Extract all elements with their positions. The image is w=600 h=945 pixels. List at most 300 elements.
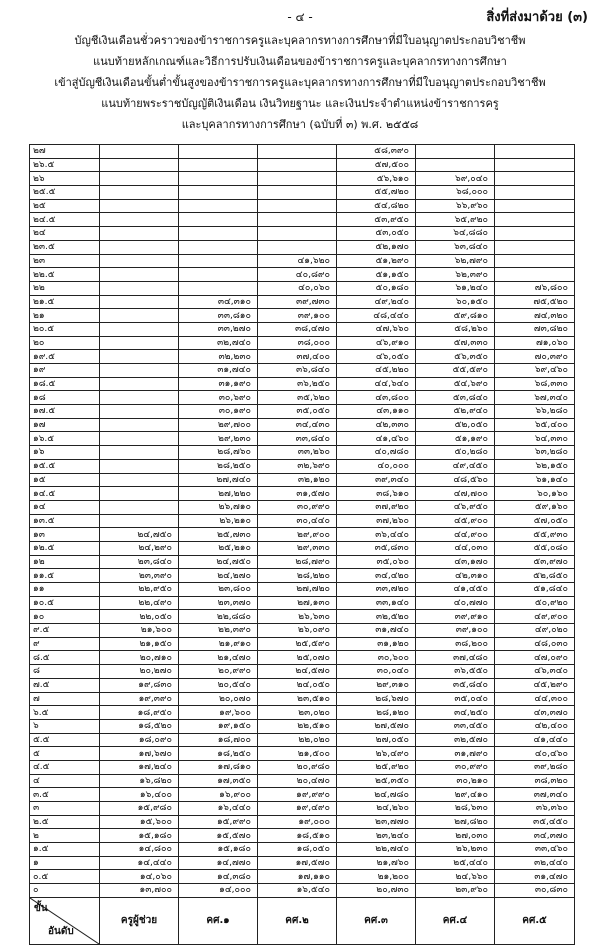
salary-cell: ๑๕,๕๗๐	[179, 829, 258, 843]
salary-cell	[100, 172, 179, 186]
salary-cell	[100, 158, 179, 172]
title-line: แนบท้ายหลักเกณฑ์และวิธีการปรับเงินเดือนของข้าราชการครูและบุคลากรทางการศึกษา	[93, 55, 507, 68]
salary-cell: ๒๗,๗๒๐	[258, 583, 337, 597]
salary-cell	[100, 350, 179, 364]
step-cell: ๒	[30, 829, 100, 843]
table-row	[30, 678, 575, 692]
step-cell: ๒๗	[30, 145, 100, 159]
salary-cell: ๖๒,๓๙๐	[416, 268, 495, 282]
salary-cell: ๒๖,๐๙๐	[258, 624, 337, 638]
salary-cell: ๖๘,๐๐๐	[416, 186, 495, 200]
salary-cell: ๓๗,๔๐๐	[258, 350, 337, 364]
salary-cell: ๖๙,๔๖๐	[495, 364, 575, 378]
salary-cell: ๔๗,๗๐๐	[416, 487, 495, 501]
step-cell: ๑๓.๕	[30, 514, 100, 528]
salary-cell: ๓๖,๓๖๐	[495, 802, 575, 816]
salary-cell: ๓๐,๙๙๐	[258, 500, 337, 514]
salary-cell: ๓๑,๔๗๐	[495, 870, 575, 884]
table-row	[30, 569, 575, 583]
salary-cell: ๑๓,๗๐๐	[100, 884, 179, 898]
step-cell: ๔	[30, 774, 100, 788]
salary-cell	[495, 213, 575, 227]
salary-cell: ๖๒,๑๕๐	[495, 459, 575, 473]
salary-cell	[495, 199, 575, 213]
salary-cell: ๑๖,๕๔๐	[258, 884, 337, 898]
salary-cell: ๓๗,๔๘๐	[416, 651, 495, 665]
salary-table-body	[30, 145, 575, 945]
table-row	[30, 418, 575, 432]
salary-cell: ๒๕,๐๗๐	[258, 651, 337, 665]
salary-cell	[258, 158, 337, 172]
salary-cell: ๑๘,๐๙๐	[100, 733, 179, 747]
salary-table	[29, 144, 575, 945]
salary-cell	[258, 186, 337, 200]
salary-cell: ๓๖,๒๕๐	[258, 377, 337, 391]
salary-cell: ๒๐,๐๗๐	[179, 692, 258, 706]
salary-cell: ๒๗,๘๒๐	[416, 815, 495, 829]
salary-cell: ๑๙,๖๐๐	[179, 706, 258, 720]
title-line: แนบท้ายพระราชบัญญัติเงินเดือน เงินวิทยฐานะ และเงินประจำตำแหน่งข้าราชการครู	[101, 97, 499, 110]
salary-cell	[100, 500, 179, 514]
salary-cell: ๒๑,๔๗๐	[179, 651, 258, 665]
salary-cell: ๕๒,๐๕๐	[416, 418, 495, 432]
salary-cell: ๕๖,๖๑๐	[337, 172, 416, 186]
salary-cell: ๔๗,๖๖๐	[337, 322, 416, 336]
column-header: คศ.๒	[258, 897, 337, 944]
salary-cell	[179, 281, 258, 295]
salary-cell: ๒๒,๘๘๐	[179, 610, 258, 624]
step-cell: ๑๑.๕	[30, 569, 100, 583]
salary-cell: ๓๙,๒๘๐	[495, 760, 575, 774]
salary-cell	[495, 254, 575, 268]
step-cell: ๘	[30, 665, 100, 679]
step-cell: ๑๒	[30, 555, 100, 569]
salary-cell: ๑๗,๖๗๐	[100, 747, 179, 761]
step-cell: ๒๓	[30, 254, 100, 268]
salary-cell: ๒๙,๙๐๐	[258, 528, 337, 542]
salary-cell	[179, 158, 258, 172]
salary-cell: ๑๖,๙๐๐	[179, 788, 258, 802]
salary-cell	[179, 254, 258, 268]
salary-cell	[495, 227, 575, 241]
table-row	[30, 158, 575, 172]
salary-cell: ๑๕,๑๘๐	[100, 829, 179, 843]
header-step-label: ขั้น	[34, 902, 48, 914]
salary-cell: ๒๐,๒๗๐	[100, 665, 179, 679]
table-row	[30, 651, 575, 665]
salary-cell	[100, 364, 179, 378]
table-row	[30, 829, 575, 843]
salary-cell: ๓๐,๙๙๐	[416, 760, 495, 774]
salary-cell	[100, 145, 179, 159]
salary-cell: ๖๗,๓๔๐	[495, 391, 575, 405]
salary-cell: ๓๙,๓๔๐	[337, 473, 416, 487]
salary-cell: ๒๘,๖๗๐	[337, 692, 416, 706]
salary-cell: ๔๖,๐๕๐	[337, 350, 416, 364]
step-cell: ๒.๕	[30, 815, 100, 829]
salary-cell	[179, 145, 258, 159]
table-row	[30, 213, 575, 227]
salary-cell: ๔๐,๐๖๐	[258, 281, 337, 295]
salary-cell: ๔๓,๑๗๐	[416, 555, 495, 569]
salary-cell: ๔๒,๓๓๐	[337, 418, 416, 432]
salary-cell: ๔๙,๐๒๐	[495, 624, 575, 638]
step-cell: ๒๔	[30, 227, 100, 241]
step-cell: ๑๖	[30, 446, 100, 460]
salary-cell	[495, 240, 575, 254]
salary-cell: ๓๓,๗๒๐	[337, 583, 416, 597]
salary-cell: ๕๕,๐๘๐	[495, 541, 575, 555]
salary-cell: ๓๓,๔๖๐	[495, 843, 575, 857]
step-cell: ๐	[30, 884, 100, 898]
salary-cell: ๓๑,๗๔๐	[179, 364, 258, 378]
salary-cell: ๖๐,๑๖๐	[495, 487, 575, 501]
salary-cell: ๓๑,๗๔๐	[337, 624, 416, 638]
salary-cell: ๔๔,๖๔๐	[337, 377, 416, 391]
column-header: คศ.๑	[179, 897, 258, 944]
step-cell: ๑๙.๕	[30, 350, 100, 364]
salary-cell	[179, 240, 258, 254]
salary-cell: ๒๒,๕๑๐	[258, 719, 337, 733]
salary-cell	[179, 186, 258, 200]
salary-cell: ๔๙,๔๕๐	[416, 459, 495, 473]
salary-cell: ๕๕,๗๒๐	[337, 186, 416, 200]
step-cell: ๒๑.๕	[30, 295, 100, 309]
salary-cell: ๑๖,๔๔๐	[179, 802, 258, 816]
table-header-row	[30, 897, 575, 944]
table-row	[30, 350, 575, 364]
salary-cell: ๓๔,๔๒๐	[337, 569, 416, 583]
table-row	[30, 815, 575, 829]
salary-cell: ๔๖,๓๔๐	[495, 665, 575, 679]
step-cell: ๑๔	[30, 500, 100, 514]
step-cell: ๑	[30, 856, 100, 870]
step-cell: ๒๔.๕	[30, 213, 100, 227]
column-header: คศ.๓	[337, 897, 416, 944]
salary-cell: ๑๗,๑๑๐	[258, 870, 337, 884]
salary-cell: ๕๑,๑๕๐	[337, 268, 416, 282]
salary-cell: ๓๗,๙๒๐	[337, 500, 416, 514]
table-row	[30, 199, 575, 213]
table-row	[30, 637, 575, 651]
table-row	[30, 870, 575, 884]
step-cell: ๗.๕	[30, 678, 100, 692]
salary-cell	[100, 446, 179, 460]
salary-cell: ๔๑,๖๒๐	[258, 254, 337, 268]
salary-cell: ๓๐,๖๙๐	[179, 391, 258, 405]
salary-cell: ๒๕,๗๓๐	[179, 528, 258, 542]
salary-cell: ๒๘,๗๖๐	[179, 446, 258, 460]
salary-cell	[100, 336, 179, 350]
salary-cell: ๗๔,๓๒๐	[495, 309, 575, 323]
salary-cell: ๑๙,๐๐๐	[258, 815, 337, 829]
step-cell: ๑๑	[30, 583, 100, 597]
salary-cell: ๓๓,๑๔๐	[337, 596, 416, 610]
salary-cell: ๓๕,๔๕๐	[495, 815, 575, 829]
salary-cell: ๒๕,๓๕๐	[337, 774, 416, 788]
table-row	[30, 514, 575, 528]
salary-cell: ๖๒,๗๙๐	[416, 254, 495, 268]
salary-cell: ๑๙,๓๙๐	[100, 692, 179, 706]
salary-cell: ๕๘,๓๙๐	[337, 145, 416, 159]
salary-cell: ๓๒,๔๔๐	[495, 856, 575, 870]
salary-cell: ๒๘,๒๕๐	[179, 459, 258, 473]
salary-cell	[258, 199, 337, 213]
salary-cell: ๒๑,๑๕๐	[100, 637, 179, 651]
salary-cell: ๓๒,๕๒๐	[337, 610, 416, 624]
salary-cell: ๑๕,๖๐๐	[100, 815, 179, 829]
salary-cell: ๖๕,๙๒๐	[416, 213, 495, 227]
step-cell: ๒๖	[30, 172, 100, 186]
salary-cell	[100, 459, 179, 473]
title-line: และบุคลากรทางการศึกษา (ฉบับที่ ๓) พ.ศ. ๒๕๕๘	[181, 118, 419, 131]
salary-cell: ๕๒,๘๕๐	[495, 569, 575, 583]
salary-cell: ๒๙,๗๐๐	[179, 418, 258, 432]
step-cell: ๒๖.๕	[30, 158, 100, 172]
salary-cell: ๑๘,๕๒๐	[100, 719, 179, 733]
salary-cell: ๒๐,๙๙๐	[179, 665, 258, 679]
table-row	[30, 706, 575, 720]
salary-cell: ๖๐,๑๕๐	[416, 295, 495, 309]
salary-cell	[179, 213, 258, 227]
salary-cell: ๓๙,๑๐๐	[416, 624, 495, 638]
salary-cell: ๒๒,๔๙๐	[100, 596, 179, 610]
salary-cell: ๓๔,๔๓๐	[258, 418, 337, 432]
salary-cell: ๓๘,๖๑๐	[337, 487, 416, 501]
salary-cell: ๒๘,๑๒๐	[337, 706, 416, 720]
salary-cell: ๒๘,๗๙๐	[258, 555, 337, 569]
salary-cell: ๒๒,๐๕๐	[100, 610, 179, 624]
salary-cell: ๒๙,๓๓๐	[258, 541, 337, 555]
salary-cell: ๕๔,๖๙๐	[416, 377, 495, 391]
salary-cell	[100, 268, 179, 282]
salary-cell: ๕๐,๑๘๐	[337, 281, 416, 295]
salary-cell: ๒๓,๘๔๐	[100, 555, 179, 569]
table-row	[30, 377, 575, 391]
salary-cell: ๒๗,๐๕๐	[337, 733, 416, 747]
salary-cell: ๔๐,๗๘๐	[337, 446, 416, 460]
salary-cell: ๕๖,๓๕๐	[416, 350, 495, 364]
salary-cell: ๓๑,๗๙๐	[416, 747, 495, 761]
salary-cell: ๕๑,๑๙๐	[416, 432, 495, 446]
salary-cell: ๒๕,๕๙๐	[258, 637, 337, 651]
salary-cell: ๒๘,๒๒๐	[258, 569, 337, 583]
salary-cell: ๔๐,๗๗๐	[416, 596, 495, 610]
salary-cell: ๒๙,๔๑๐	[416, 788, 495, 802]
salary-cell: ๒๕,๙๒๐	[337, 760, 416, 774]
step-cell: ๓.๕	[30, 788, 100, 802]
salary-cell	[100, 240, 179, 254]
salary-cell	[100, 514, 179, 528]
header-corner-cell	[30, 897, 100, 944]
step-cell: ๙.๕	[30, 624, 100, 638]
step-cell: ๑๙	[30, 364, 100, 378]
salary-cell	[495, 172, 575, 186]
salary-cell: ๒๐,๗๑๐	[100, 651, 179, 665]
salary-cell: ๕๕,๙๓๐	[495, 528, 575, 542]
salary-cell: ๒๔,๒๗๐	[179, 569, 258, 583]
salary-cell: ๒๗,๐๓๐	[416, 829, 495, 843]
salary-cell: ๕๙,๘๑๐	[416, 309, 495, 323]
salary-cell: ๖๔,๘๘๐	[416, 227, 495, 241]
step-cell: ๑๔.๕	[30, 487, 100, 501]
step-cell: ๕.๕	[30, 733, 100, 747]
salary-cell	[100, 254, 179, 268]
salary-cell: ๒๓,๘๐๐	[179, 583, 258, 597]
step-cell: ๑๒.๕	[30, 541, 100, 555]
salary-cell: ๑๔,๘๐๐	[100, 843, 179, 857]
salary-cell: ๑๙,๔๙๐	[258, 802, 337, 816]
salary-cell: ๑๗,๒๔๐	[100, 760, 179, 774]
salary-cell: ๓๖,๔๔๐	[337, 528, 416, 542]
step-cell: ๖.๕	[30, 706, 100, 720]
salary-cell: ๓๒,๕๗๐	[416, 733, 495, 747]
salary-cell	[100, 405, 179, 419]
table-row	[30, 295, 575, 309]
table-row	[30, 432, 575, 446]
step-cell: ๒๓.๕	[30, 240, 100, 254]
salary-cell: ๗๓,๘๒๐	[495, 322, 575, 336]
step-cell: ๙	[30, 637, 100, 651]
step-cell: ๑๖.๕	[30, 432, 100, 446]
table-row	[30, 172, 575, 186]
salary-cell	[100, 418, 179, 432]
table-row	[30, 555, 575, 569]
salary-cell: ๒๔,๕๗๐	[258, 665, 337, 679]
salary-cell: ๕๗,๓๓๐	[416, 336, 495, 350]
salary-cell: ๒๔,๐๕๐	[258, 678, 337, 692]
salary-cell: ๔๕,๒๒๐	[337, 364, 416, 378]
salary-cell: ๑๗,๘๑๐	[179, 760, 258, 774]
salary-cell: ๑๔,๐๖๐	[100, 870, 179, 884]
salary-cell: ๒๓,๓๗๐	[179, 596, 258, 610]
salary-cell: ๓๘,๔๗๐	[258, 322, 337, 336]
salary-cell: ๒๕,๒๑๐	[179, 541, 258, 555]
salary-cell	[100, 473, 179, 487]
table-row	[30, 774, 575, 788]
table-row	[30, 391, 575, 405]
salary-cell: ๒๖,๒๓๐	[416, 843, 495, 857]
table-row	[30, 747, 575, 761]
salary-cell: ๔๓,๓๗๐	[495, 706, 575, 720]
salary-cell: ๒๓,๒๔๐	[337, 829, 416, 843]
salary-cell: ๓๕,๘๔๐	[416, 678, 495, 692]
title-line: บัญชีเงินเดือนชั่วคราวของข้าราชการครูและบุคลากรทางการศึกษาที่มีใบอนุญาตประกอบวิชาชีพ	[74, 34, 526, 47]
salary-cell: ๒๗,๕๗๐	[337, 719, 416, 733]
salary-cell: ๓๐,๒๑๐	[416, 774, 495, 788]
salary-cell: ๔๗,๐๙๐	[495, 651, 575, 665]
salary-cell: ๒๓,๗๗๐	[337, 815, 416, 829]
table-row	[30, 487, 575, 501]
salary-cell: ๒๙,๓๑๐	[337, 678, 416, 692]
salary-cell: ๒๗,๗๔๐	[179, 473, 258, 487]
page-number: - ๔ -	[287, 10, 313, 24]
table-row	[30, 843, 575, 857]
salary-cell: ๒๑,๙๑๐	[179, 637, 258, 651]
salary-cell	[100, 295, 179, 309]
salary-cell: ๒๖,๔๙๐	[337, 747, 416, 761]
salary-cell: ๓๑,๑๒๐	[337, 637, 416, 651]
salary-cell: ๒๗,๑๓๐	[258, 596, 337, 610]
salary-cell	[495, 158, 575, 172]
column-header: ครูผู้ช่วย	[100, 897, 179, 944]
salary-cell: ๔๘,๐๓๐	[495, 637, 575, 651]
salary-cell: ๒๔,๗๕๐	[100, 528, 179, 542]
salary-cell: ๒๔,๗๕๐	[179, 555, 258, 569]
attachment-label: สิ่งที่ส่งมาด้วย (๓)	[486, 10, 588, 25]
salary-cell: ๓๕,๘๓๐	[337, 541, 416, 555]
salary-cell: ๓๗,๓๔๐	[495, 788, 575, 802]
salary-cell	[100, 186, 179, 200]
salary-cell: ๖๖,๒๘๐	[495, 405, 575, 419]
salary-cell: ๖๖,๙๖๐	[416, 199, 495, 213]
table-row	[30, 692, 575, 706]
step-cell: ๓	[30, 802, 100, 816]
salary-cell: ๓๘,๐๐๐	[258, 336, 337, 350]
step-cell: ๗	[30, 692, 100, 706]
title-line: เข้าสู่บัญชีเงินเดือนขั้นต่ำขั้นสูงของข้าราชการครูและบุคลากรทางการศึกษาที่มีใบอนุญาตประกอบวิชาชีพ	[54, 76, 546, 89]
salary-cell: ๔๐,๘๙๐	[258, 268, 337, 282]
salary-cell: ๔๔,๙๐๐	[416, 528, 495, 542]
table-row	[30, 596, 575, 610]
salary-cell: ๑๔,๓๘๐	[179, 870, 258, 884]
salary-cell: ๒๔,๒๙๐	[100, 541, 179, 555]
salary-cell: ๑๘,๗๐๐	[179, 733, 258, 747]
salary-cell: ๑๕,๙๘๐	[100, 802, 179, 816]
salary-cell	[179, 199, 258, 213]
salary-cell: ๓๐,๐๔๐	[337, 665, 416, 679]
salary-cell: ๑๗,๓๕๐	[179, 774, 258, 788]
salary-cell: ๑๖,๔๐๐	[100, 788, 179, 802]
salary-cell: ๔๖,๙๕๐	[416, 500, 495, 514]
step-cell: ๑๕.๕	[30, 459, 100, 473]
salary-cell: ๒๓,๐๒๐	[258, 706, 337, 720]
header-rank-label: อันดับ	[48, 925, 74, 937]
salary-cell: ๓๔,๒๕๐	[416, 706, 495, 720]
salary-cell	[495, 145, 575, 159]
salary-cell: ๓๑,๕๗๐	[258, 487, 337, 501]
table-row	[30, 788, 575, 802]
salary-cell: ๕๓,๘๔๐	[416, 391, 495, 405]
salary-cell: ๑๔,๔๔๐	[100, 856, 179, 870]
table-row	[30, 405, 575, 419]
step-cell: ๑๗	[30, 418, 100, 432]
salary-cell: ๔๖,๙๑๐	[337, 336, 416, 350]
salary-cell: ๕๓,๙๕๐	[337, 213, 416, 227]
salary-cell: ๑๙,๘๓๐	[100, 678, 179, 692]
salary-cell: ๖๓,๒๘๐	[495, 446, 575, 460]
step-cell: ๔.๕	[30, 760, 100, 774]
salary-cell: ๓๓,๘๑๐	[179, 309, 258, 323]
salary-cell: ๓๖,๘๔๐	[258, 364, 337, 378]
salary-cell: ๑๘,๙๕๐	[100, 706, 179, 720]
table-row	[30, 665, 575, 679]
column-header: คศ.๕	[495, 897, 575, 944]
salary-cell: ๓๙,๑๐๐	[258, 309, 337, 323]
table-row	[30, 856, 575, 870]
salary-cell	[100, 377, 179, 391]
salary-cell: ๒๖,๖๓๐	[258, 610, 337, 624]
step-cell: ๑๘.๕	[30, 377, 100, 391]
salary-cell: ๑๔,๐๐๐	[179, 884, 258, 898]
salary-cell: ๕๒,๑๗๐	[337, 240, 416, 254]
salary-cell: ๓๗,๒๖๐	[337, 514, 416, 528]
salary-cell: ๓๓,๘๔๐	[258, 432, 337, 446]
salary-cell: ๑๕,๙๙๐	[179, 815, 258, 829]
salary-cell: ๒๗,๒๒๐	[179, 487, 258, 501]
salary-cell: ๕๓,๙๗๐	[495, 555, 575, 569]
salary-cell: ๔๙,๙๐๐	[495, 610, 575, 624]
